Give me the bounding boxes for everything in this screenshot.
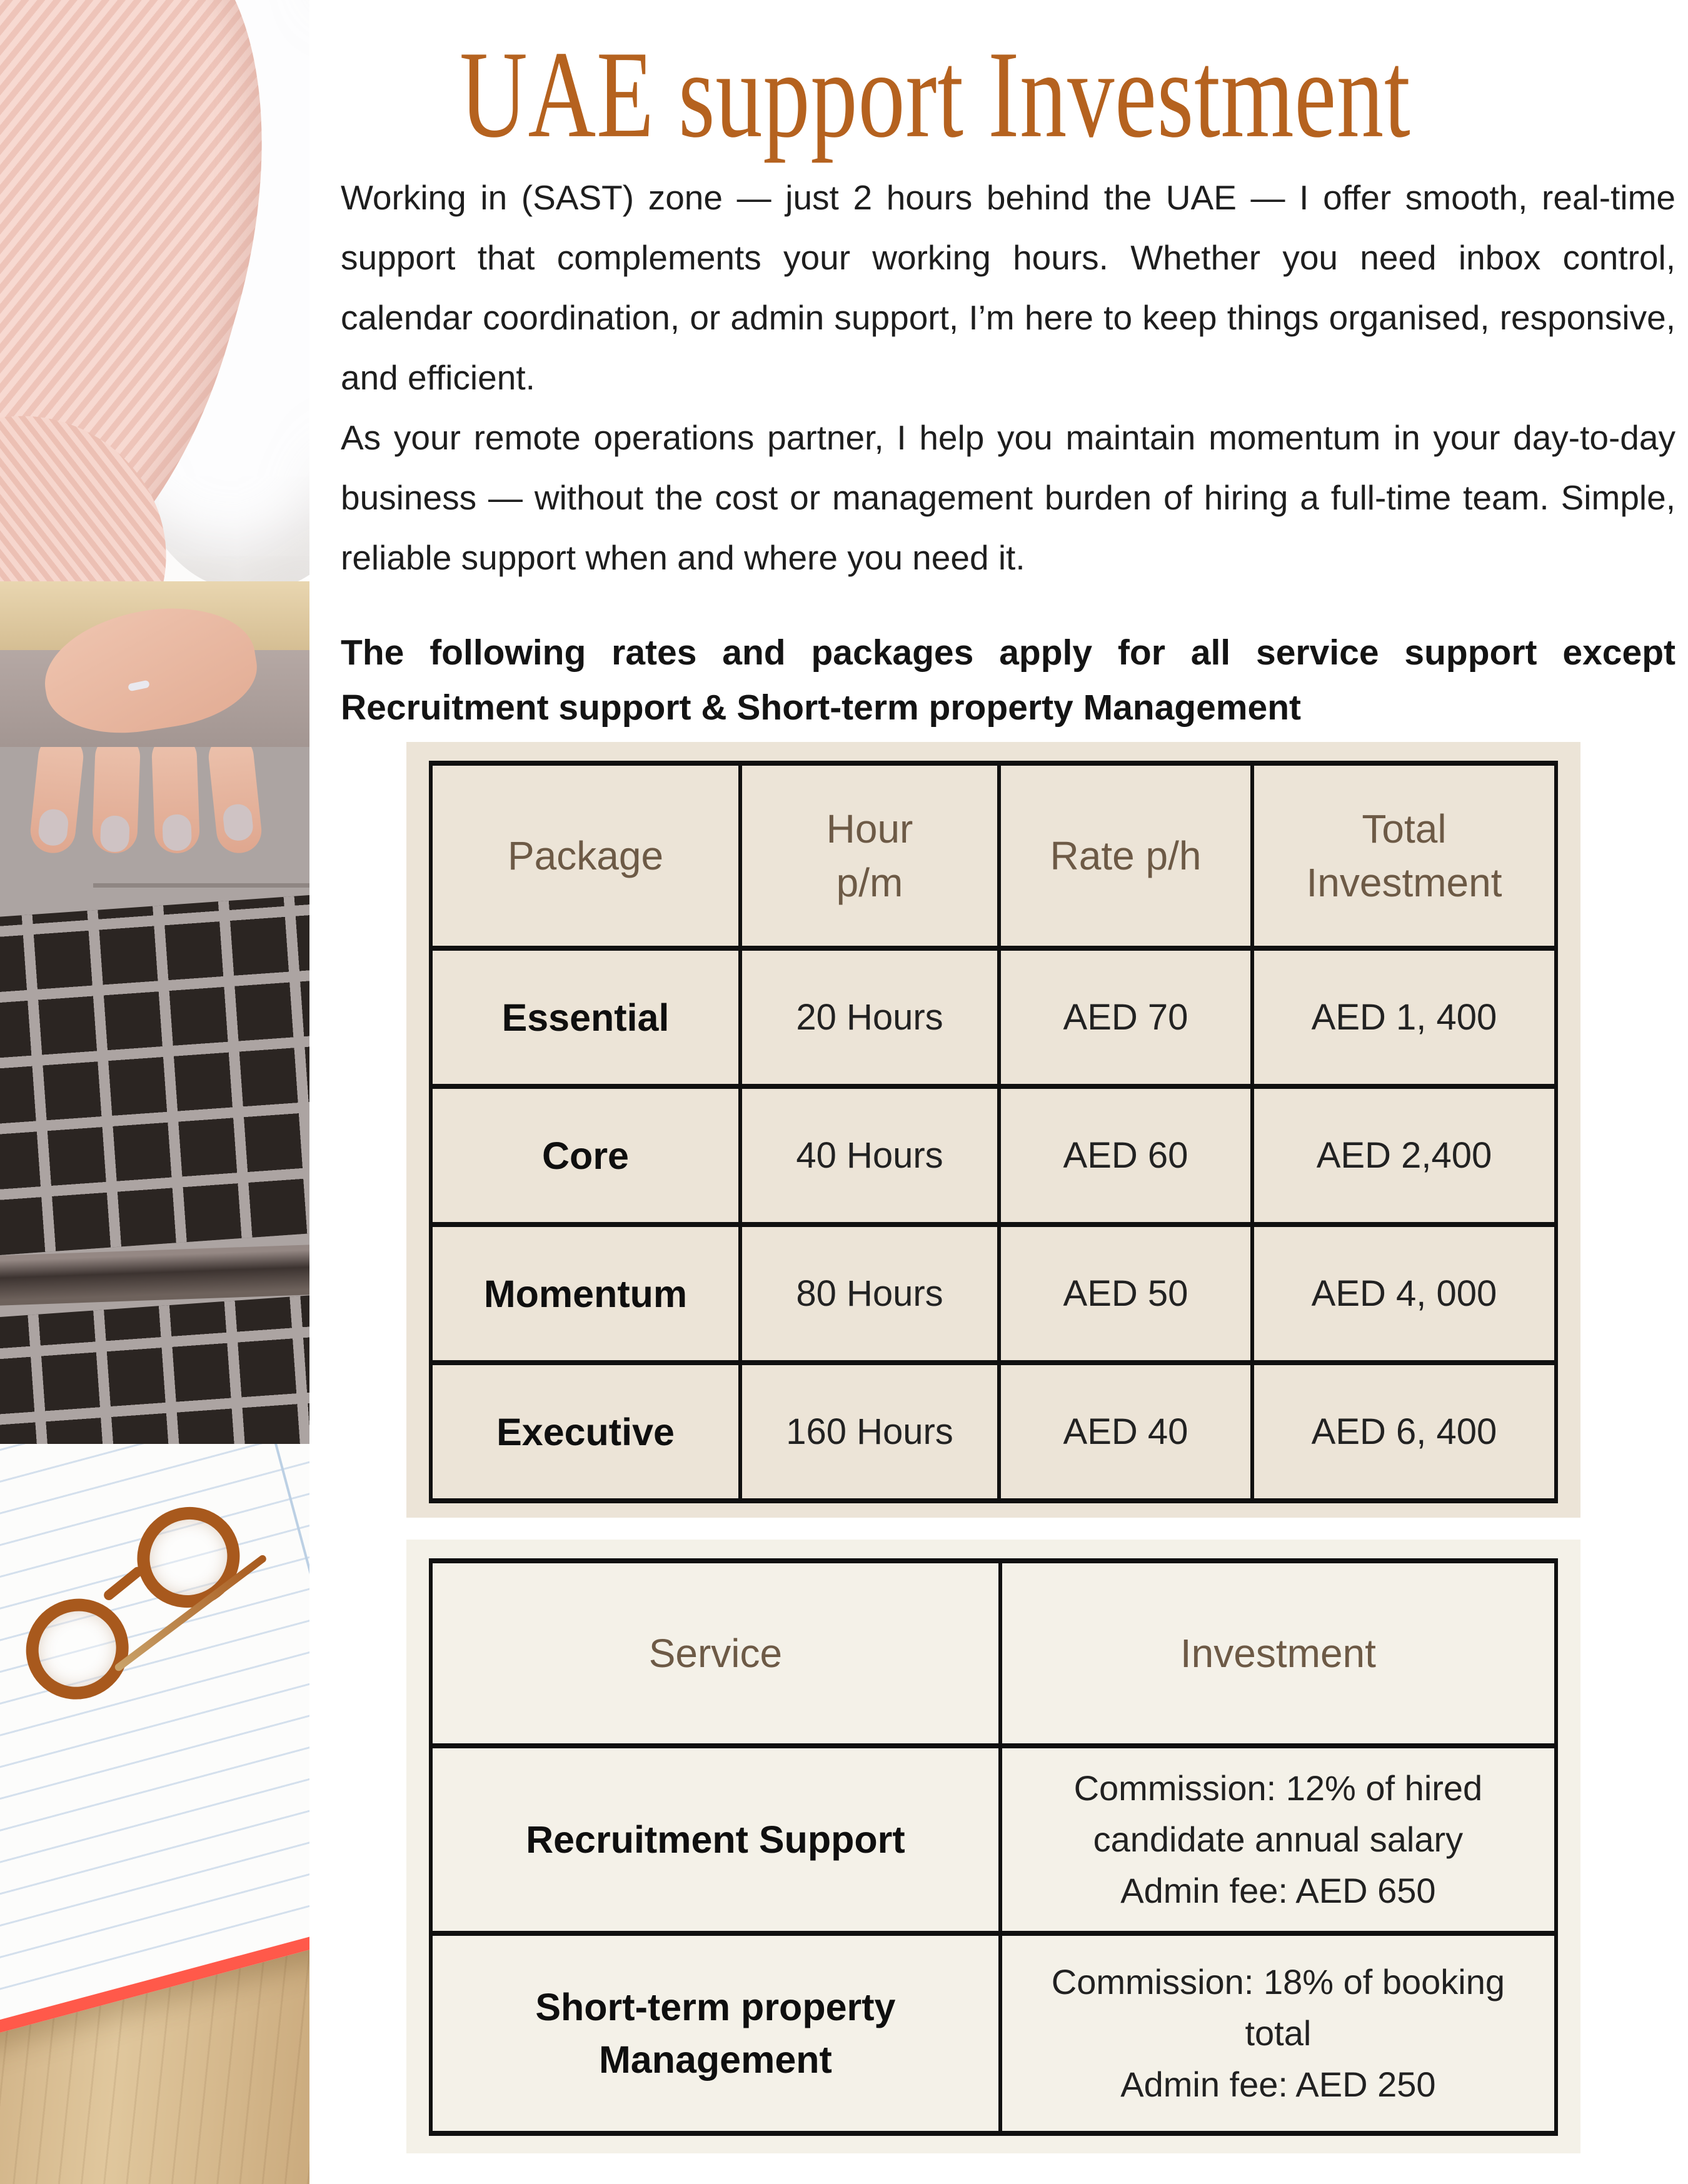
- intro-text-block: [341, 168, 1675, 588]
- header-package: Package: [431, 763, 740, 948]
- rates-note-line-2: Recruitment support & Short-term property Management: [341, 688, 1301, 728]
- page-title: UAE support Investment: [460, 24, 1411, 164]
- packages-header-row: [431, 763, 1556, 948]
- finger: [151, 747, 201, 854]
- package-name: Executive: [431, 1363, 740, 1501]
- package-hours: 20 Hours: [740, 948, 999, 1086]
- package-name: Core: [431, 1086, 740, 1225]
- package-total: AED 6, 400: [1252, 1363, 1556, 1501]
- services-table: [429, 1558, 1558, 2136]
- package-rate: AED 60: [999, 1086, 1252, 1225]
- services-panel: [406, 1540, 1580, 2153]
- services-header-row: [431, 1561, 1556, 1746]
- investment-line: candidate annual salary: [1093, 1820, 1464, 1859]
- service-name: Short-term property Management: [431, 1933, 1000, 2133]
- package-name: Essential: [431, 948, 740, 1086]
- investment-line: Admin fee: AED 250: [1120, 2065, 1436, 2104]
- trackpad-edge: [93, 883, 310, 888]
- service-investment: [1000, 1933, 1556, 2133]
- package-total: AED 2,400: [1252, 1086, 1556, 1225]
- table-row-core: [431, 1086, 1556, 1225]
- finger: [28, 747, 85, 855]
- package-total: AED 1, 400: [1252, 948, 1556, 1086]
- finger: [92, 747, 141, 854]
- package-rate: AED 50: [999, 1225, 1252, 1363]
- header-rate: Rate p/h: [999, 763, 1252, 948]
- page-title-wrap: [341, 16, 1497, 163]
- table-row-essential: [431, 948, 1556, 1086]
- table-row-executive: [431, 1363, 1556, 1501]
- rates-note-line-1: The following rates and packages apply for all service support except: [341, 633, 1675, 673]
- package-rate: AED 70: [999, 948, 1252, 1086]
- package-hours: 40 Hours: [740, 1086, 999, 1225]
- intro-paragraph-2: As your remote operations partner, I help you maintain momentum in your day-to-day business — without the cost or management burden of hiring a full-time team. Simple, reliable support when and where you need it.: [341, 418, 1675, 577]
- rates-note: [341, 625, 1675, 735]
- header-service: Service: [431, 1561, 1000, 1746]
- photo-laptop-keyboard: [0, 747, 309, 1444]
- package-hours: 160 Hours: [740, 1363, 999, 1501]
- table-row-momentum: [431, 1225, 1556, 1363]
- investment-line: Commission: 18% of booking: [1051, 1962, 1505, 2001]
- package-hours: 80 Hours: [740, 1225, 999, 1363]
- service-investment: [1000, 1746, 1556, 1933]
- investment-line: Admin fee: AED 650: [1120, 1871, 1436, 1910]
- glasses-bridge: [102, 1565, 144, 1603]
- package-name: Momentum: [431, 1225, 740, 1363]
- photo-desk-notebook-glasses: [0, 1444, 309, 2184]
- header-total: Total Investment: [1252, 763, 1556, 948]
- package-rate: AED 40: [999, 1363, 1252, 1501]
- photo-person-at-laptop: [0, 0, 309, 747]
- keyboard-keys-reflection: [0, 1295, 309, 1444]
- investment-line: total: [1245, 2013, 1312, 2053]
- photo-collage-strip: [0, 0, 309, 2184]
- packages-panel: [406, 742, 1580, 1518]
- keyboard-keys: [0, 894, 309, 1256]
- service-name: Recruitment Support: [431, 1746, 1000, 1933]
- table-row-recruitment: [431, 1746, 1556, 1933]
- laptop-hinge: [0, 1245, 309, 1306]
- header-hours: Hour p/m: [740, 763, 999, 948]
- header-investment: Investment: [1000, 1561, 1556, 1746]
- investment-line: Commission: 12% of hired: [1073, 1768, 1483, 1808]
- packages-table: [429, 761, 1558, 1503]
- finger: [206, 747, 263, 855]
- package-total: AED 4, 000: [1252, 1225, 1556, 1363]
- intro-paragraph-1: Working in (SAST) zone — just 2 hours behind the UAE — I offer smooth, real-time support that complements your working hours. Whether you need inbox control, calendar coordination, or admin support, I’m here to keep things organised, responsive, and efficient.: [341, 178, 1675, 397]
- table-row-property-management: [431, 1933, 1556, 2133]
